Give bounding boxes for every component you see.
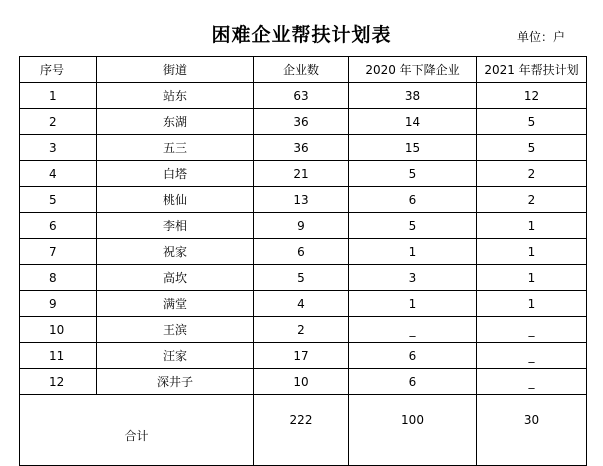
row-enterprise-count: 10 — [254, 369, 349, 395]
table-row — [20, 161, 587, 187]
row-enterprise-count: 6 — [254, 239, 349, 265]
row-declined-2020: 6 — [349, 187, 477, 213]
header-street: 街道 — [97, 57, 254, 83]
row-enterprise-count: 9 — [254, 213, 349, 239]
row-declined-2020: 6 — [349, 369, 477, 395]
row-index: 2 — [20, 109, 97, 135]
row-street: 祝家 — [97, 239, 254, 265]
table-row — [20, 135, 587, 161]
header-enterprise-count: 企业数 — [254, 57, 349, 83]
row-index: 6 — [20, 213, 97, 239]
row-enterprise-count: 4 — [254, 291, 349, 317]
row-street: 站东 — [97, 83, 254, 109]
total-plan-2021: 30 — [477, 395, 587, 466]
table-row — [20, 213, 587, 239]
row-enterprise-count: 63 — [254, 83, 349, 109]
row-enterprise-count: 2 — [254, 317, 349, 343]
row-plan-2021: _ — [477, 343, 587, 369]
row-enterprise-count: 36 — [254, 109, 349, 135]
row-plan-2021: 5 — [477, 135, 587, 161]
row-plan-2021: 1 — [477, 291, 587, 317]
table-row — [20, 291, 587, 317]
row-declined-2020: 5 — [349, 213, 477, 239]
total-declined-2020: 100 — [349, 395, 477, 466]
header-index: 序号 — [20, 57, 97, 83]
row-street: 满堂 — [97, 291, 254, 317]
row-enterprise-count: 13 — [254, 187, 349, 213]
row-declined-2020: 15 — [349, 135, 477, 161]
table-row — [20, 83, 587, 109]
row-index: 1 — [20, 83, 97, 109]
row-index: 7 — [20, 239, 97, 265]
row-declined-2020: 1 — [349, 291, 477, 317]
assistance-plan-table — [19, 56, 587, 466]
row-declined-2020: 1 — [349, 239, 477, 265]
table-row — [20, 343, 587, 369]
row-index: 4 — [20, 161, 97, 187]
table-row — [20, 109, 587, 135]
row-enterprise-count: 17 — [254, 343, 349, 369]
row-enterprise-count: 21 — [254, 161, 349, 187]
row-declined-2020: 14 — [349, 109, 477, 135]
table-row — [20, 317, 587, 343]
row-plan-2021: 2 — [477, 187, 587, 213]
row-enterprise-count: 36 — [254, 135, 349, 161]
row-street: 桃仙 — [97, 187, 254, 213]
row-declined-2020: 3 — [349, 265, 477, 291]
total-enterprise-count: 222 — [254, 395, 349, 466]
total-row — [20, 395, 587, 466]
row-index: 9 — [20, 291, 97, 317]
row-declined-2020: _ — [349, 317, 477, 343]
row-plan-2021: 1 — [477, 239, 587, 265]
row-plan-2021: 1 — [477, 265, 587, 291]
row-declined-2020: 6 — [349, 343, 477, 369]
row-street: 李相 — [97, 213, 254, 239]
table-row — [20, 187, 587, 213]
row-plan-2021: 1 — [477, 213, 587, 239]
table-title: 困难企业帮扶计划表 — [211, 24, 392, 46]
row-index: 5 — [20, 187, 97, 213]
row-plan-2021: 2 — [477, 161, 587, 187]
row-plan-2021: 5 — [477, 109, 587, 135]
table-row — [20, 265, 587, 291]
row-index: 12 — [20, 369, 97, 395]
row-declined-2020: 38 — [349, 83, 477, 109]
row-street: 东湖 — [97, 109, 254, 135]
row-declined-2020: 5 — [349, 161, 477, 187]
row-street: 五三 — [97, 135, 254, 161]
row-street: 汪家 — [97, 343, 254, 369]
row-index: 10 — [20, 317, 97, 343]
row-plan-2021: 12 — [477, 83, 587, 109]
row-plan-2021: _ — [477, 369, 587, 395]
row-index: 11 — [20, 343, 97, 369]
total-label: 合计 — [20, 395, 254, 466]
row-index: 8 — [20, 265, 97, 291]
row-plan-2021: _ — [477, 317, 587, 343]
row-index: 3 — [20, 135, 97, 161]
row-street: 深井子 — [97, 369, 254, 395]
row-street: 王滨 — [97, 317, 254, 343]
header-declined-2020: 2020 年下降企业 — [349, 57, 477, 83]
row-enterprise-count: 5 — [254, 265, 349, 291]
table-row — [20, 239, 587, 265]
table-row — [20, 369, 587, 395]
row-street: 高坎 — [97, 265, 254, 291]
row-street: 白塔 — [97, 161, 254, 187]
header-plan-2021: 2021 年帮扶计划 — [477, 57, 587, 83]
unit-label: 单位：户 — [517, 30, 566, 44]
header-row — [20, 57, 587, 83]
